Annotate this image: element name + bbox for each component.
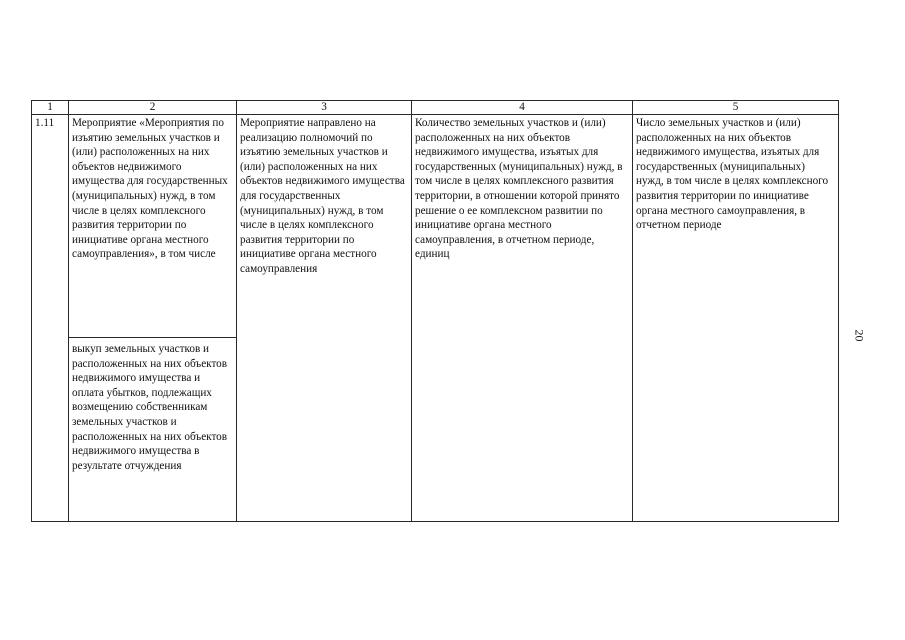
header-col-3: 3: [237, 101, 412, 115]
table-row: [32, 115, 839, 338]
page-number: 20: [852, 329, 867, 342]
measure-name-cell: Мероприятие «Мероприятия по изъятию земельных участков и (или) расположенных на них объектов недвижимого имущества для государственных (муниципальных) нужд, в том числе в целях комплексного развития территории по инициативе органа местного самоуправления», в том числе: [69, 115, 237, 338]
header-row: [32, 101, 839, 115]
header-col-5: 5: [633, 101, 839, 115]
indicator-description-cell: Число земельных участков и (или) расположенных на них объектов недвижимого имущества, изъятых для государственных (муниципальных) нужд, в том числе в целях комплексного развития территории по инициативе органа местного самоуправления, в отчетном периоде: [633, 115, 839, 522]
submeasure-cell: выкуп земельных участков и расположенных на них объектов недвижимого имущества и оплата убытков, подлежащих возмещению собственникам земельных участков и расположенных на них объектов недвижимого имущества в результате отчуждения: [69, 338, 237, 522]
header-col-2: 2: [69, 101, 237, 115]
indicator-name-cell: Количество земельных участков и (или) расположенных на них объектов недвижимого имущества, изъятых для государственных (муниципальных) нужд, в том числе в целях комплексного развития территории, в отношении которой принято решение о ее комплексном развитии по инициативе органа местного самоуправления, в отчетном периоде, единиц: [412, 115, 633, 522]
header-col-4: 4: [412, 101, 633, 115]
measures-table: [31, 100, 839, 522]
header-col-1: 1: [32, 101, 69, 115]
measure-description-cell: Мероприятие направлено на реализацию полномочий по изъятию земельных участков и (или) расположенных на них объектов недвижимого имущества для государственных (муниципальных) нужд, в том числе в целях комплексного развития территории по инициативе органа местного самоуправления: [237, 115, 412, 522]
row-number: 1.11: [32, 115, 69, 522]
